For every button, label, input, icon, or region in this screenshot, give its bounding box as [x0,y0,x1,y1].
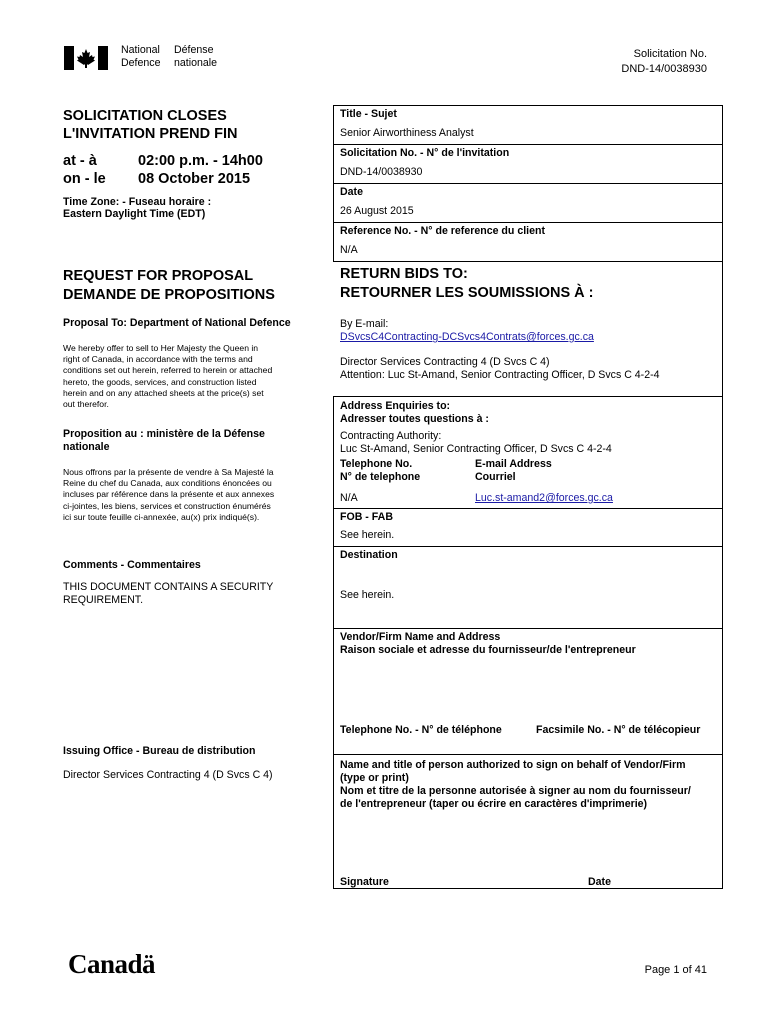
at-label: at - à [63,153,97,169]
logo-fr-line1: Défense [174,44,214,56]
solicitation-number: DND-14/0038930 [621,63,707,75]
enquiries-label: Address Enquiries to: Adresser toutes questions à : [340,400,489,425]
rule [333,105,723,106]
rule [333,754,723,755]
rule [333,222,723,223]
comments-label: Comments - Commentaires [63,559,201,571]
rule [333,144,723,145]
ref-label: Reference No. - N° de reference du client [340,225,545,237]
fob-value: See herein. [340,529,395,541]
signature-label: Signature [340,876,389,888]
authority-email-link[interactable]: Luc.st-amand2@forces.gc.ca [475,492,613,504]
rfp-heading-en: REQUEST FOR PROPOSAL [63,268,254,284]
vendor-fax-label: Facsimile No. - N° de télécopieur [536,724,701,736]
proposition-label: Proposition au : ministère de la Défense nationale [63,428,265,453]
closing-date: 08 October 2015 [138,171,251,187]
date-label: Date [340,186,363,198]
form-border-left-bottom [333,396,334,889]
issuing-office-label: Issuing Office - Bureau de distribution [63,745,256,757]
closing-time: 02:00 p.m. - 14h00 [138,153,263,169]
dnd-logo [64,44,224,74]
vendor-phone-label: Telephone No. - N° de téléphone [340,724,502,736]
authority-name: Luc St-Amand, Senior Contracting Officer, D Svcs C 4-2-4 [340,443,612,455]
rule [333,183,723,184]
sol-no-value: DND-14/0038930 [340,166,423,178]
destination-label: Destination [340,549,398,561]
fob-label: FOB - FAB [340,511,393,523]
logo-fr-line2: nationale [174,57,218,69]
signer-label: Name and title of person authorized to sign on behalf of Vendor/Firm (type or print) Nom et titre de la personne autorisée à signer au nom du fournisseur/ de l'entrepreneur (taper ou écrire en caractères d'imprimerie) [340,759,691,810]
timezone-label: Time Zone: - Fuseau horaire : [63,196,212,208]
return-heading-fr: RETOURNER LES SOUMISSIONS À : [340,285,594,301]
rule [333,261,723,262]
page-number: Page 1 of 41 [644,964,707,976]
rule [333,628,723,629]
solicitation-label: Solicitation No. [633,48,707,60]
logo-en-line2: Defence [121,57,161,69]
contracting-authority-label: Contracting Authority: [340,430,442,442]
date-value: 26 August 2015 [340,205,414,217]
comments-value: THIS DOCUMENT CONTAINS A SECURITY REQUIREMENT. [63,581,274,606]
destination-value: See herein. [340,589,395,601]
attention-line: Attention: Luc St-Amand, Senior Contracting Officer, D Svcs C 4-2-4 [340,369,660,381]
proposal-to: Proposal To: Department of National Defence [63,317,291,329]
rfp-heading-fr: DEMANDE DE PROPOSITIONS [63,287,275,303]
title-value: Senior Airworthiness Analyst [340,127,474,139]
logo-en-line1: National [121,44,160,56]
canada-wordmark: Canadä [68,949,156,979]
return-heading-en: RETURN BIDS TO: [340,266,468,282]
signature-date-label: Date [588,876,611,888]
vendor-label: Vendor/Firm Name and Address Raison sociale et adresse du fournisseur/de l'entrepreneur [340,631,636,656]
issuing-office-value: Director Services Contracting 4 (D Svcs C 4) [63,769,273,781]
title-label: Title - Sujet [340,108,397,120]
offer-text-fr: Nous offrons par la présente de vendre à Sa Majesté la Reine du chef du Canada, aux conditions énoncées ou incluses par référence dans la présente et aux annexes ci-jointes, les biens, services et construction énumérés ici sur toute feuille ci-annexée, au(x) prix indiqué(s). [63,467,275,522]
rule [333,888,723,889]
phone-value: N/A [340,492,358,504]
phone-label: Telephone No. N° de telephone [340,458,421,483]
closes-heading-en: SOLICITATION CLOSES [63,108,227,124]
bids-email-link[interactable]: DSvcsC4Contracting-DCSvcs4Contrats@forces.gc.ca [340,331,594,343]
timezone-value: Eastern Daylight Time (EDT) [63,208,206,220]
canada-flag-icon [64,46,108,70]
director-line: Director Services Contracting 4 (D Svcs C 4) [340,356,550,368]
sol-no-label: Solicitation No. - N° de l'invitation [340,147,510,159]
closes-heading-fr: L'INVITATION PREND FIN [63,126,238,142]
ref-value: N/A [340,244,358,256]
on-label: on - le [63,171,106,187]
rule [333,396,723,397]
rule [333,508,723,509]
rule [333,546,723,547]
offer-text-en: We hereby offer to sell to Her Majesty the Queen in right of Canada, in accordance with the terms and conditions set out herein, referred to herein or attached hereto, the goods, services, and construction listed herein and on any attached sheets at the price(s) set out therefor. [63,343,273,410]
email-label: E-mail Address Courriel [475,458,552,483]
by-email-label: By E-mail: [340,318,389,330]
